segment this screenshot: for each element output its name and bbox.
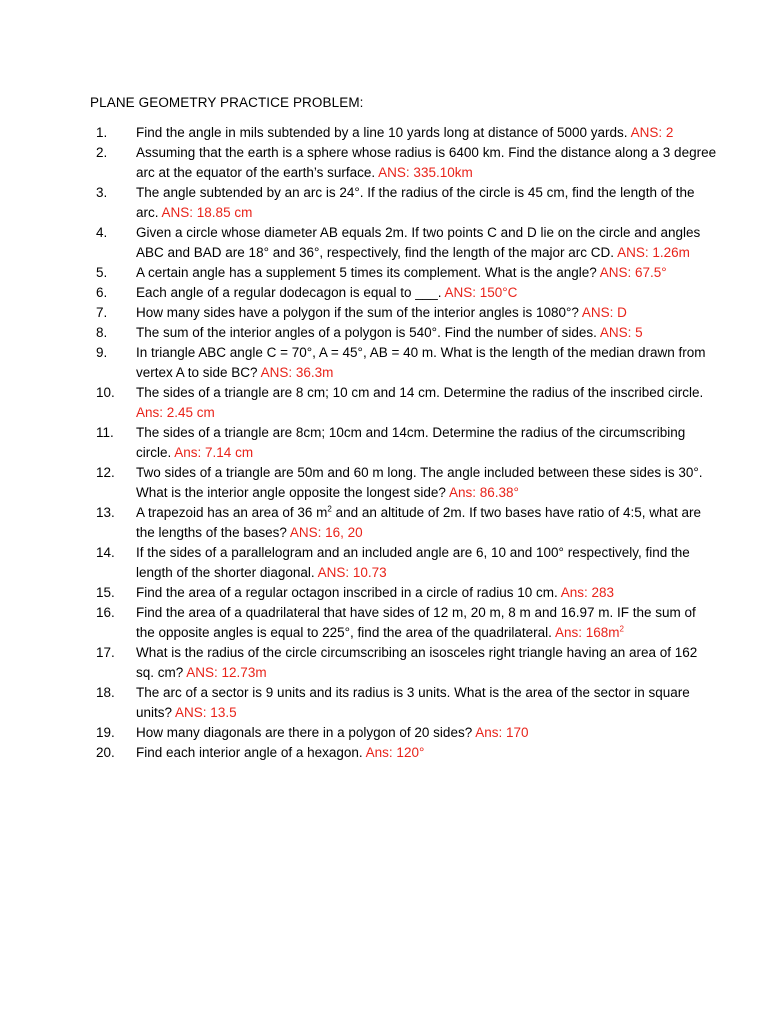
problem-item (90, 283, 690, 303)
problem-number: 13. (96, 505, 115, 520)
problem-line: units? ANS: 13.5 (136, 705, 237, 720)
answer: Ans: 86.38° (448, 485, 519, 500)
problem-item (90, 463, 703, 503)
problem-list (90, 123, 717, 763)
problem-line: length of the shorter diagonal. ANS: 10.73 (136, 565, 387, 580)
problem-item (90, 323, 690, 343)
problem-text (136, 463, 703, 503)
problem-line: How many diagonals are there in a polygon of 20 sides? Ans: 170 (136, 725, 529, 740)
superscript: 2 (327, 504, 332, 514)
problem-line: Given a circle whose diameter AB equals 2m. If two points C and D lie on the circle and angles (136, 225, 701, 240)
problem-item (90, 223, 701, 263)
problem-number: 17. (96, 645, 115, 660)
problem-line: If the sides of a parallelogram and an included angle are 6, 10 and 100° respectively, find the (136, 545, 690, 560)
problem-number: 11. (96, 425, 114, 440)
problem-item (90, 383, 704, 423)
problem-line (136, 403, 703, 423)
problem-text (136, 223, 700, 263)
problem-number: 18. (96, 685, 115, 700)
problem-number: 4. (96, 225, 108, 240)
answer: ANS: 36.3m (260, 365, 334, 380)
problem-number: 10. (96, 385, 115, 400)
answer: ANS: 10.73 (317, 565, 387, 580)
superscript: 2 (619, 624, 624, 634)
problem-text (136, 143, 716, 183)
problem-line: Assuming that the earth is a sphere whose radius is 6400 km. Find the distance along a 3 degree (136, 145, 717, 160)
problem-text (136, 683, 690, 723)
problem-number: 16. (96, 605, 115, 620)
problem-text (136, 603, 696, 643)
answer: ANS: 335.10km (378, 165, 473, 180)
problem-item (90, 683, 690, 723)
problem-line: Find the angle in mils subtended by a line 10 yards long at distance of 5000 yards. ANS: 2 (136, 125, 674, 140)
problem-number: 7. (96, 305, 108, 320)
answer: Ans: 2.45 cm (136, 405, 215, 420)
problem-item (90, 603, 696, 643)
problem-line: The sides of a triangle are 8 cm; 10 cm and 14 cm. Determine the radius of the inscribed circle. (136, 385, 704, 400)
problem-number: 3. (96, 185, 108, 200)
answer: ANS: D (581, 305, 627, 320)
problem-number: 8. (96, 325, 108, 340)
answer: ANS: 16, 20 (289, 525, 363, 540)
answer: Ans: 170 (475, 725, 529, 740)
problem-line: The sides of a triangle are 8cm; 10cm and 14cm. Determine the radius of the circumscribing (136, 425, 686, 440)
problem-text (136, 323, 643, 343)
answer: Ans: 120° (365, 745, 425, 760)
problem-text (136, 643, 697, 683)
problem-text (136, 583, 614, 603)
problem-text (136, 383, 703, 423)
answer: ANS: 18.85 cm (161, 205, 253, 220)
problem-text (136, 743, 424, 763)
problem-line: The arc of a sector is 9 units and its radius is 3 units. What is the area of the sector in square (136, 685, 690, 700)
answer: ANS: 150°C (444, 285, 518, 300)
problem-item (90, 583, 690, 603)
problem-number: 20. (96, 745, 115, 760)
problem-item (90, 303, 690, 323)
problem-number: 15. (96, 585, 115, 600)
problem-item (90, 543, 690, 583)
answer: Ans: 283 (560, 585, 615, 600)
problem-number: 19. (96, 725, 115, 740)
problem-text (136, 503, 701, 543)
problem-line: vertex A to side BC? ANS: 36.3m (136, 365, 334, 380)
problem-item (90, 183, 695, 223)
problem-text (136, 423, 685, 463)
problem-line: The sum of the interior angles of a polygon is 540°. Find the number of sides. ANS: 5 (136, 325, 643, 340)
problem-line: Find each interior angle of a hexagon. Ans: 120° (136, 745, 425, 760)
problem-text (136, 343, 706, 383)
problem-item (90, 143, 717, 183)
problem-text (136, 123, 673, 143)
problem-line: Two sides of a triangle are 50m and 60 m long. The angle included between these sides is 30°. (136, 465, 703, 480)
problem-line: the opposite angles is equal to 225°, find the area of the quadrilateral. Ans: $168m^2$ (136, 624, 624, 640)
problem-item (90, 343, 706, 383)
problem-item (90, 263, 690, 283)
problem-item (90, 643, 698, 683)
problem-number: 14. (96, 545, 115, 560)
problem-item (90, 723, 690, 743)
problem-line: The angle subtended by an arc is 24°. If the radius of the circle is 45 cm, find the length of the (136, 185, 695, 200)
problem-number: 6. (96, 285, 108, 300)
problem-text (136, 723, 529, 743)
problem-number: 1. (96, 125, 108, 140)
problem-line: What is the radius of the circle circumscribing an isosceles right triangle having an area of 162 (136, 645, 698, 660)
page-title: PLANE GEOMETRY PRACTICE PROBLEM: (90, 95, 364, 110)
problem-line: A trapezoid has an area of 36 $m^2$ and an altitude of 2m. If two bases have ratio of 4:5, what are (136, 504, 702, 520)
problem-number: 12. (96, 465, 115, 480)
problem-text (136, 263, 667, 283)
problem-line: What is the interior angle opposite the longest side? Ans: 86.38° (136, 485, 519, 500)
problem-item (90, 743, 690, 763)
answer: ANS: 12.73m (186, 665, 267, 680)
problem-text (136, 303, 627, 323)
problem-text (136, 183, 694, 223)
problem-item (90, 423, 690, 463)
answer: ANS: 5 (599, 325, 643, 340)
problem-line: sq. cm? ANS: 12.73m (136, 665, 267, 680)
answer: Ans: $168m^2$ (554, 624, 624, 640)
problem-line: A certain angle has a supplement 5 times its complement. What is the angle? ANS: 67.5° (136, 265, 667, 280)
problem-item (90, 123, 690, 143)
answer: ANS: 2 (630, 125, 674, 140)
problem-line: arc. ANS: 18.85 cm (136, 205, 253, 220)
problem-line: Find the area of a regular octagon inscribed in a circle of radius 10 cm. Ans: 283 (136, 585, 615, 600)
problem-line: In triangle ABC angle C = 70°, A = 45°, AB = 40 m. What is the length of the median drawn from (136, 345, 706, 360)
problem-number: 2. (96, 145, 108, 160)
answer: ANS: 1.26m (617, 245, 690, 260)
answer: Ans: 7.14 cm (174, 445, 254, 460)
problem-line: the lengths of the bases? ANS: 16, 20 (136, 525, 363, 540)
problem-item (90, 503, 702, 543)
problem-text (136, 543, 690, 583)
problem-number: 5. (96, 265, 108, 280)
problem-line: arc at the equator of the earth’s surface. ANS: 335.10km (136, 165, 473, 180)
problem-text (136, 283, 517, 303)
problem-line: How many sides have a polygon if the sum of the interior angles is 1080°? ANS: D (136, 305, 627, 320)
problem-line: circle. Ans: 7.14 cm (136, 445, 254, 460)
answer: ANS: 67.5° (599, 265, 667, 280)
problem-line: Each angle of a regular dodecagon is equal to ___. ANS: 150°C (136, 285, 518, 300)
problem-number: 9. (96, 345, 108, 360)
problem-line: ABC and BAD are 18° and 36°, respectively, find the length of the major arc CD. ANS: 1.26m (136, 245, 690, 260)
problem-line: Find the area of a quadrilateral that have sides of 12 m, 20 m, 8 m and 16.97 m. IF the sum of (136, 605, 696, 620)
answer: ANS: 13.5 (175, 705, 237, 720)
